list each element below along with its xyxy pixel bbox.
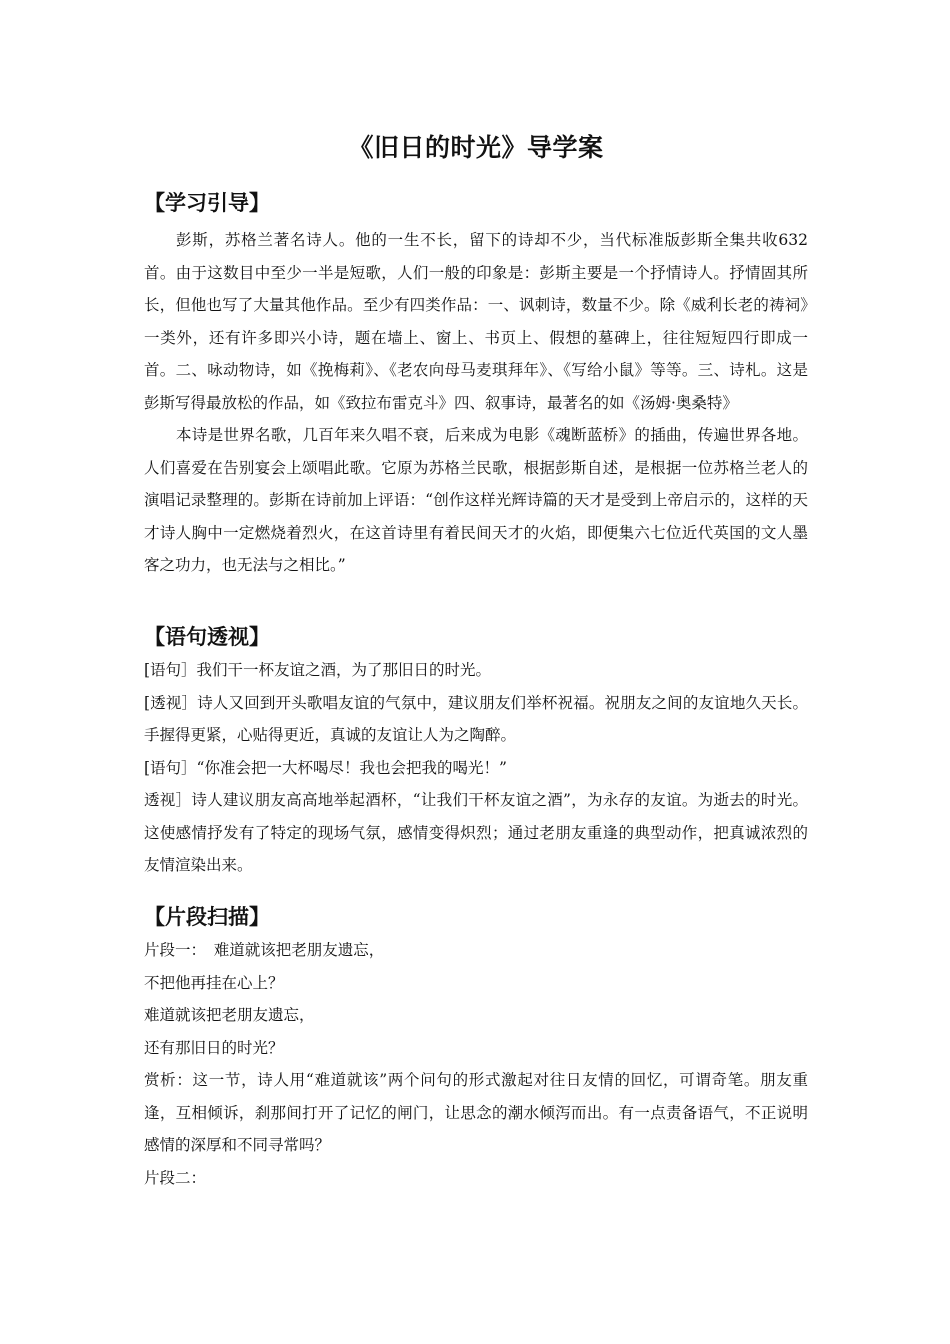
paragraph-burns-bio: 彭斯，苏格兰著名诗人。他的一生不长，留下的诗却不少，当代标准版彭斯全集共收632首。由于这数目中至少一半是短歌，人们一般的印象是：彭斯主要是一个抒情诗人。抒情固其所长，但他也写了大量其他作品。至少有四类作品：一、讽刺诗，数量不少。除《威利长老的祷祠》一类外，还有许多即兴小诗，题在墙上、窗上、书页上、假想的墓碑上，往往短短四行即成一首。二、咏动物诗，如《挽梅莉》、《老农向母马麦琪拜年》、《写给小鼠》等等。三、诗札。这是彭斯写得最放松的作品，如《致拉布雷克斗》四、叙事诗，最著名的如《汤姆·奥桑特》	[144, 231, 808, 412]
analysis-item: [透视］诗人又回到开头歌唱友谊的气氛中，建议朋友们举杯祝福。祝朋友之间的友谊地久天长。手握得更紧，心贴得更近，真诚的友谊让人为之陶醉。	[144, 693, 808, 744]
poem-line: 片段一： 难道就该把老朋友遗忘，	[144, 941, 385, 959]
section-sentence-analysis	[144, 620, 808, 882]
section-fragment-scan	[144, 900, 808, 1194]
section-study-guide	[144, 186, 808, 582]
fragment-two-label: 片段二：	[144, 1168, 207, 1187]
section-heading-study-guide: 【学习引导】	[144, 191, 270, 215]
paragraph-song-background: 本诗是世界名歌，几百年来久唱不衰，后来成为电影《魂断蓝桥》的插曲，传遍世界各地。人们喜爱在告别宴会上颂唱此歌。它原为苏格兰民歌，根据彭斯自述，是根据一位苏格兰老人的演唱记录整理的。彭斯在诗前加上评语：“创作这样光辉诗篇的天才是受到上帝启示的，这样的天才诗人胸中一定燃烧着烈火，在这首诗里有着民间天才的火焰，即便集六七位近代英国的文人墨客之功力，也无法与之相比。”	[144, 426, 808, 574]
appreciation-paragraph: 赏析：这一节，诗人用“难道就该”两个问句的形式激起对往日友情的回忆，可谓奇笔。朋友重逢，互相倾诉，刹那间打开了记忆的闸门，让思念的潮水倾泻而出。有一点责备语气，不正说明感情的深厚和不同寻常吗？	[144, 1071, 808, 1154]
analysis-item: 透视］诗人建议朋友高高地举起酒杯，“让我们干杯友谊之酒”，为永存的友谊。为逝去的时光。这使感情抒发有了特定的现场气氛，感情变得炽烈；通过老朋友重逢的典型动作，把真诚浓烈的友情渲染出来。	[144, 791, 808, 874]
poem-line: 不把他再挂在心上？	[144, 973, 284, 992]
poem-line: 难道就该把老朋友遗忘，	[144, 1006, 315, 1024]
section-heading-fragment-scan: 【片段扫描】	[144, 905, 270, 929]
document-title: 《旧日的时光》导学案	[348, 133, 604, 162]
sentence-item: [语句］我们干一杯友谊之酒，为了那旧日的时光。	[144, 661, 492, 679]
poem-line: 还有那旧日的时光？	[144, 1038, 284, 1057]
section-heading-sentence-analysis: 【语句透视】	[144, 625, 270, 649]
sentence-item: [语句］“你准会把一大杯喝尽！我也会把我的喝光！”	[144, 758, 507, 777]
